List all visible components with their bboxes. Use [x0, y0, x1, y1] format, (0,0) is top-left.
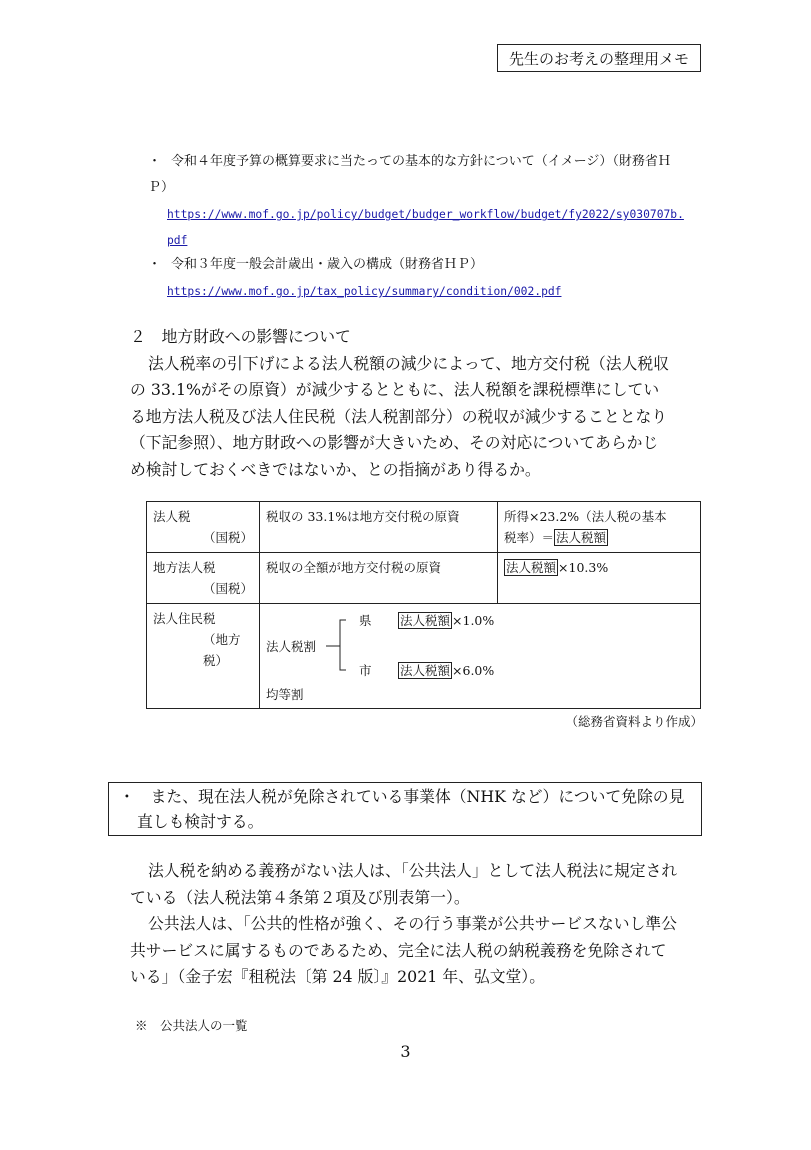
formula-rate: ×10.3% [558, 560, 609, 575]
table-row [147, 604, 701, 709]
tax-description: 税収の 33.1%は地方交付税の原資 [266, 509, 460, 524]
table-cell-name [147, 502, 260, 553]
boxed-term: 法人税額 [506, 560, 557, 575]
paragraph-line: 法人税率の引下げによる法人税額の減少によって、地方交付税（法人税収 [148, 354, 669, 373]
paragraph-line: いる」（金子宏『租税法〔第 24 版〕』2021 年、弘文堂）。 [130, 967, 545, 986]
reference-text-cont: Ｐ） [148, 180, 175, 195]
tax-name: 法人住民税 [153, 611, 216, 626]
framed-note-line: ・ また、現在法人税が免除されている事業体（NHK など）について免除の見 [119, 787, 685, 806]
table-cell-formula [498, 502, 701, 553]
paragraph-line: 公共法人は、「公共的性格が強く、その行う事業が公共サービスないし準公 [148, 914, 677, 933]
tax-category: （国税） [203, 581, 254, 596]
table-source: （総務省資料より作成） [565, 714, 703, 729]
tax-category: （国税） [203, 530, 254, 545]
tax-name: 地方法人税 [153, 560, 216, 575]
memo-label: 先生のお考えの整理用メモ [497, 44, 701, 72]
paragraph-line: 法人税を納める義務がない法人は、「公共法人」として法人税法に規定され [148, 861, 678, 880]
formula-text: 税率）＝ [504, 530, 555, 545]
framed-note-line: 直しも検討する。 [137, 812, 264, 831]
paragraph-line: ている（法人税法第４条第２項及び別表第一）。 [130, 888, 470, 907]
reference-bullet: ・ [148, 257, 162, 272]
paragraph-line: の 33.1%がその原資）が減少するとともに、法人税額を課税標準にしてい [130, 380, 660, 399]
branch-bracket [322, 616, 352, 674]
tax-category: （地方税） [203, 632, 241, 668]
reference-bullet: ・ [148, 154, 162, 169]
paragraph-line: 共サービスに属するものであるため、完全に法人税の納税義務を免除されて [130, 941, 667, 960]
table-cell-name [147, 604, 260, 709]
kintouwari-label: 均等割 [266, 687, 304, 702]
section-heading: ２ 地方財政への影響について [130, 327, 351, 346]
tax-table [146, 501, 701, 709]
table-cell-desc [260, 553, 498, 604]
reference-link[interactable]: https://www.mof.go.jp/policy/budget/budger_workflow/budget/fy2022/sy030707b. [167, 208, 684, 221]
page-number: 3 [400, 1042, 411, 1061]
paragraph-line: め検討しておくべきではないか、との指摘があり得るか。 [130, 460, 541, 479]
table-cell-breakdown [260, 604, 701, 709]
tax-name: 法人税 [153, 509, 191, 524]
table-row [147, 502, 701, 553]
framed-note [108, 782, 702, 836]
formula-text: 所得×23.2%（法人税の基本 [504, 509, 667, 524]
formula-rate: ×1.0% [452, 613, 495, 628]
table-cell-desc [260, 502, 498, 553]
paragraph-line: る地方法人税及び法人住民税（法人税割部分）の税収が減少することとなり [130, 407, 668, 426]
tax-description: 税収の全額が地方交付税の原資 [266, 560, 442, 575]
boxed-term: 法人税額 [400, 663, 451, 678]
city-label: 市 [359, 663, 372, 678]
reference-link-cont[interactable]: pdf [167, 234, 188, 247]
houjinzeiwari-label: 法人税割 [266, 639, 317, 654]
boxed-term: 法人税額 [556, 530, 607, 545]
reference-text: 令和３年度一般会計歳出・歳入の構成（財務省ＨＰ） [171, 257, 484, 272]
reference-link[interactable]: https://www.mof.go.jp/tax_policy/summary/condition/002.pdf [167, 285, 562, 298]
reference-text: 令和４年度予算の概算要求に当たっての基本的な方針について（イメージ）（財務省Ｈ [171, 154, 671, 169]
footnote: ※ 公共法人の一覧 [135, 1018, 248, 1033]
city-formula [398, 660, 494, 681]
formula-rate: ×6.0% [452, 663, 495, 678]
prefecture-label: 県 [359, 613, 372, 628]
table-row [147, 553, 701, 604]
table-cell-name [147, 553, 260, 604]
paragraph-line: （下記参照）、地方財政への影響が大きいため、その対応についてあらかじ [130, 433, 659, 452]
prefecture-formula [398, 610, 494, 631]
boxed-term: 法人税額 [400, 613, 451, 628]
table-cell-formula [498, 553, 701, 604]
